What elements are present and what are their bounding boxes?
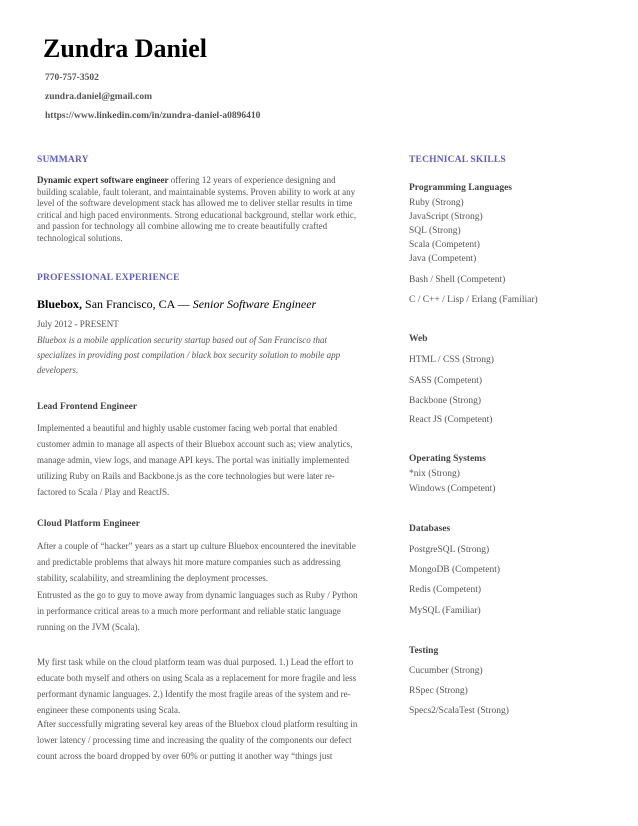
job-dates: July 2012 - PRESENT <box>37 319 119 329</box>
skill-item: MySQL (Familiar) <box>409 606 481 616</box>
role-line: manage admin, view logs, and manage API keys. The portal was initially implemented <box>37 455 350 465</box>
skill-item: Java (Competent) <box>409 254 477 264</box>
role-line: Entrusted as the go to guy to move away from dynamic languages such as Ruby / Python <box>37 590 358 600</box>
skill-group-heading: Databases <box>409 524 451 534</box>
summary-line: offering 12 years of experience designing and <box>168 175 336 185</box>
role-line: factored to Scala / Play and ReactJS. <box>37 487 170 497</box>
summary-line: building scalable, fault tolerant, and maintainable systems. Proven ability to work at any <box>37 186 356 197</box>
skill-group-heading: Operating Systems <box>409 454 486 464</box>
role-title: Lead Frontend Engineer <box>37 402 138 412</box>
role-line: stability, scalability, and streamlining the deployment processes. <box>37 573 269 583</box>
skill-group-heading: Testing <box>409 646 439 656</box>
summary-lead: Dynamic expert software engineer <box>37 175 169 185</box>
skill-item: MongoDB (Competent) <box>409 565 501 575</box>
role-line: lower latency / processing time and increasing the quality of the components our defect <box>37 735 352 745</box>
description-line: Bluebox is a mobile application security startup based out of San Francisco that <box>37 335 327 345</box>
skill-item: SASS (Competent) <box>409 376 483 386</box>
role-line: After a couple of “hacker” years as a start up culture Bluebox encountered the inevitable <box>37 541 356 551</box>
skill-item: PostgreSQL (Strong) <box>409 545 490 555</box>
skill-item: Windows (Competent) <box>409 484 496 494</box>
job-location: San Francisco, CA — <box>82 297 193 311</box>
candidate-name: Zundra Daniel <box>43 34 207 63</box>
summary-text <box>37 175 382 244</box>
linkedin-link[interactable]: https://www.linkedin.com/in/zundra-daniel-a0896410 <box>45 111 261 121</box>
role-line: customer admin to manage all aspects of their Bluebox account such as; view analytics, <box>37 439 353 449</box>
role-line: running on the JVM (Scala). <box>37 622 140 632</box>
skill-item: JavaScript (Strong) <box>409 212 483 222</box>
role-line: and predictable problems that always hit more mature companies such as addressing <box>37 557 341 567</box>
skill-item: RSpec (Strong) <box>409 686 468 696</box>
skill-group-heading: Programming Languages <box>409 183 513 193</box>
role-paragraph <box>37 716 382 764</box>
skill-item: Redis (Competent) <box>409 585 482 595</box>
role-line: performant dynamic languages. 2.) Identify the most fragile areas of the system and re- <box>37 689 351 699</box>
job-title <box>37 297 316 312</box>
skill-item: Ruby (Strong) <box>409 198 464 208</box>
role-line: After successfully migrating several key areas of the Bluebox cloud platform resulting in <box>37 719 358 729</box>
role-line: count across the board dropped by over 60% or putting it another way “things just <box>37 751 333 761</box>
skill-item: C / C++ / Lisp / Erlang (Familiar) <box>409 295 538 305</box>
skill-item: *nix (Strong) <box>409 469 460 479</box>
description-line: developers. <box>37 365 79 375</box>
skill-item: HTML / CSS (Strong) <box>409 355 494 365</box>
role-line: Implemented a beautiful and highly usable customer facing web portal that enabled <box>37 423 338 433</box>
role-paragraph <box>37 587 382 635</box>
skill-item: Specs2/ScalaTest (Strong) <box>409 706 509 716</box>
skill-item: Scala (Competent) <box>409 240 480 250</box>
summary-heading: SUMMARY <box>37 155 89 165</box>
role-line: in performance critical areas to a much more performant and reliable static language <box>37 606 341 616</box>
role-title: Cloud Platform Engineer <box>37 519 140 529</box>
skill-item: Bash / Shell (Competent) <box>409 275 506 285</box>
description-line: specializes in providing post compilation / black box security solution to mobile app <box>37 350 341 360</box>
summary-line: technological solutions. <box>37 232 123 243</box>
job-position: Senior Software Engineer <box>192 297 317 311</box>
skill-item: Backbone (Strong) <box>409 396 482 406</box>
role-paragraph <box>37 654 382 718</box>
role-line: educate both myself and others on using Scala as a replacement for more fragile and less <box>37 673 357 683</box>
skill-item: Cucumber (Strong) <box>409 666 483 676</box>
summary-line: critical and high paced environments. Strong educational background, stellar work ethic, <box>37 209 357 220</box>
experience-heading: PROFESSIONAL EXPERIENCE <box>37 273 180 283</box>
summary-line: and passion for technology all combine allowing me to create beautifully crafted <box>37 221 328 231</box>
skill-item: SQL (Strong) <box>409 226 461 236</box>
role-line: My first task while on the cloud platform team was dual purposed. 1.) Lead the effort to <box>37 657 354 667</box>
role-line: engineer these components using Scala. <box>37 705 181 715</box>
phone-number: 770-757-3502 <box>45 73 99 83</box>
role-description <box>37 420 382 500</box>
skill-item: React JS (Competent) <box>409 415 493 425</box>
role-paragraph <box>37 538 382 586</box>
skills-heading: TECHNICAL SKILLS <box>409 155 506 165</box>
company-name: Bluebox, <box>37 297 83 311</box>
skill-group-heading: Web <box>409 334 428 344</box>
summary-line: level of the software development stack has allowed me to deliver stellar results in time <box>37 198 353 208</box>
role-line: utilizing Ruby on Rails and Backbone.js as the core technologies but were later re- <box>37 471 335 481</box>
email-link[interactable]: zundra.daniel@gmail.com <box>45 92 153 102</box>
company-description <box>37 333 382 378</box>
